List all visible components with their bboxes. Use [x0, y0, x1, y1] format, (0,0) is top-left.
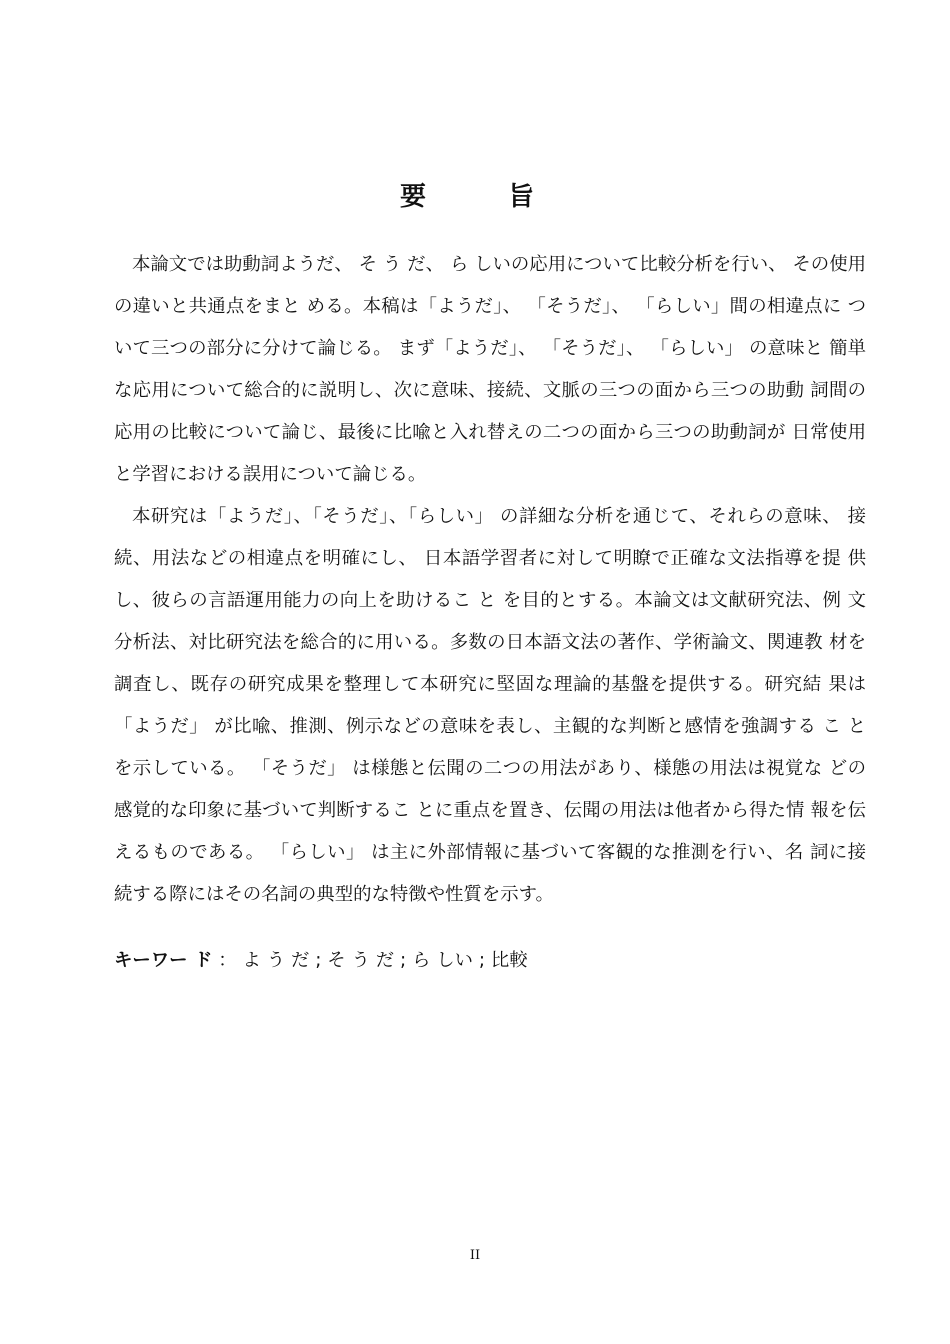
abstract-body [114, 244, 866, 916]
keywords-line [114, 946, 866, 976]
abstract-paragraph-1: 本論文では助動詞ようだ、 そ う だ、 ら しいの応用について比較分析を行い、 その使用 の違いと共通点をまと める。本稿は「ようだ」、 「そうだ」、 「らしい」間の相違点に ついて三つの部分に分けて論じる。 まず「ようだ」、 「そうだ」、 「らしい」 の意味と 簡単な応用について総合的に説明し、次に意味、接続、文脈の三つの面から三つの助動 詞間の応用の比較について論じ、最後に比喩と入れ替えの二つの面から三つの助動詞が 日常使用と学習における誤用について論じる。 [114, 254, 866, 485]
keywords-label: キーワー ド [114, 950, 213, 971]
abstract-paragraph-2: 本研究は「ようだ」、「そうだ」、「らしい」 の詳細な分析を通じて、それらの意味、 接続、用法などの相違点を明確にし、 日本語学習者に対して明瞭で正確な文法指導を提 供し、彼らの言語運用能力の向上を助けるこ と を目的とする。本論文は文献研究法、例 文分析法、対比研究法を総合的に用いる。多数の日本語文法の著作、学術論文、関連教 材を調査し、既存の研究成果を整理して本研究に堅固な理論的基盤を提供する。研究結 果は「ようだ」 が比喩、推測、例示などの意味を表し、主観的な判断と感情を強調する こ と を示している。 「そうだ」 は様態と伝聞の二つの用法があり、様態の用法は視覚な どの感覚的な印象に基づいて判断するこ とに重点を置き、伝聞の用法は他者から得た情 報を伝えるものである。 「らしい」 は主に外部情報に基づいて客観的な推測を行い、名 詞に接続する際にはその名詞の典型的な特徴や性質を示す。 [114, 506, 866, 905]
keywords-separator: ： [218, 950, 237, 971]
page-number: II [469, 1248, 481, 1263]
keywords-text: よ う だ ; そ う だ ; ら しい ; 比較 [242, 950, 528, 971]
abstract-title: 要 旨 [399, 182, 562, 212]
